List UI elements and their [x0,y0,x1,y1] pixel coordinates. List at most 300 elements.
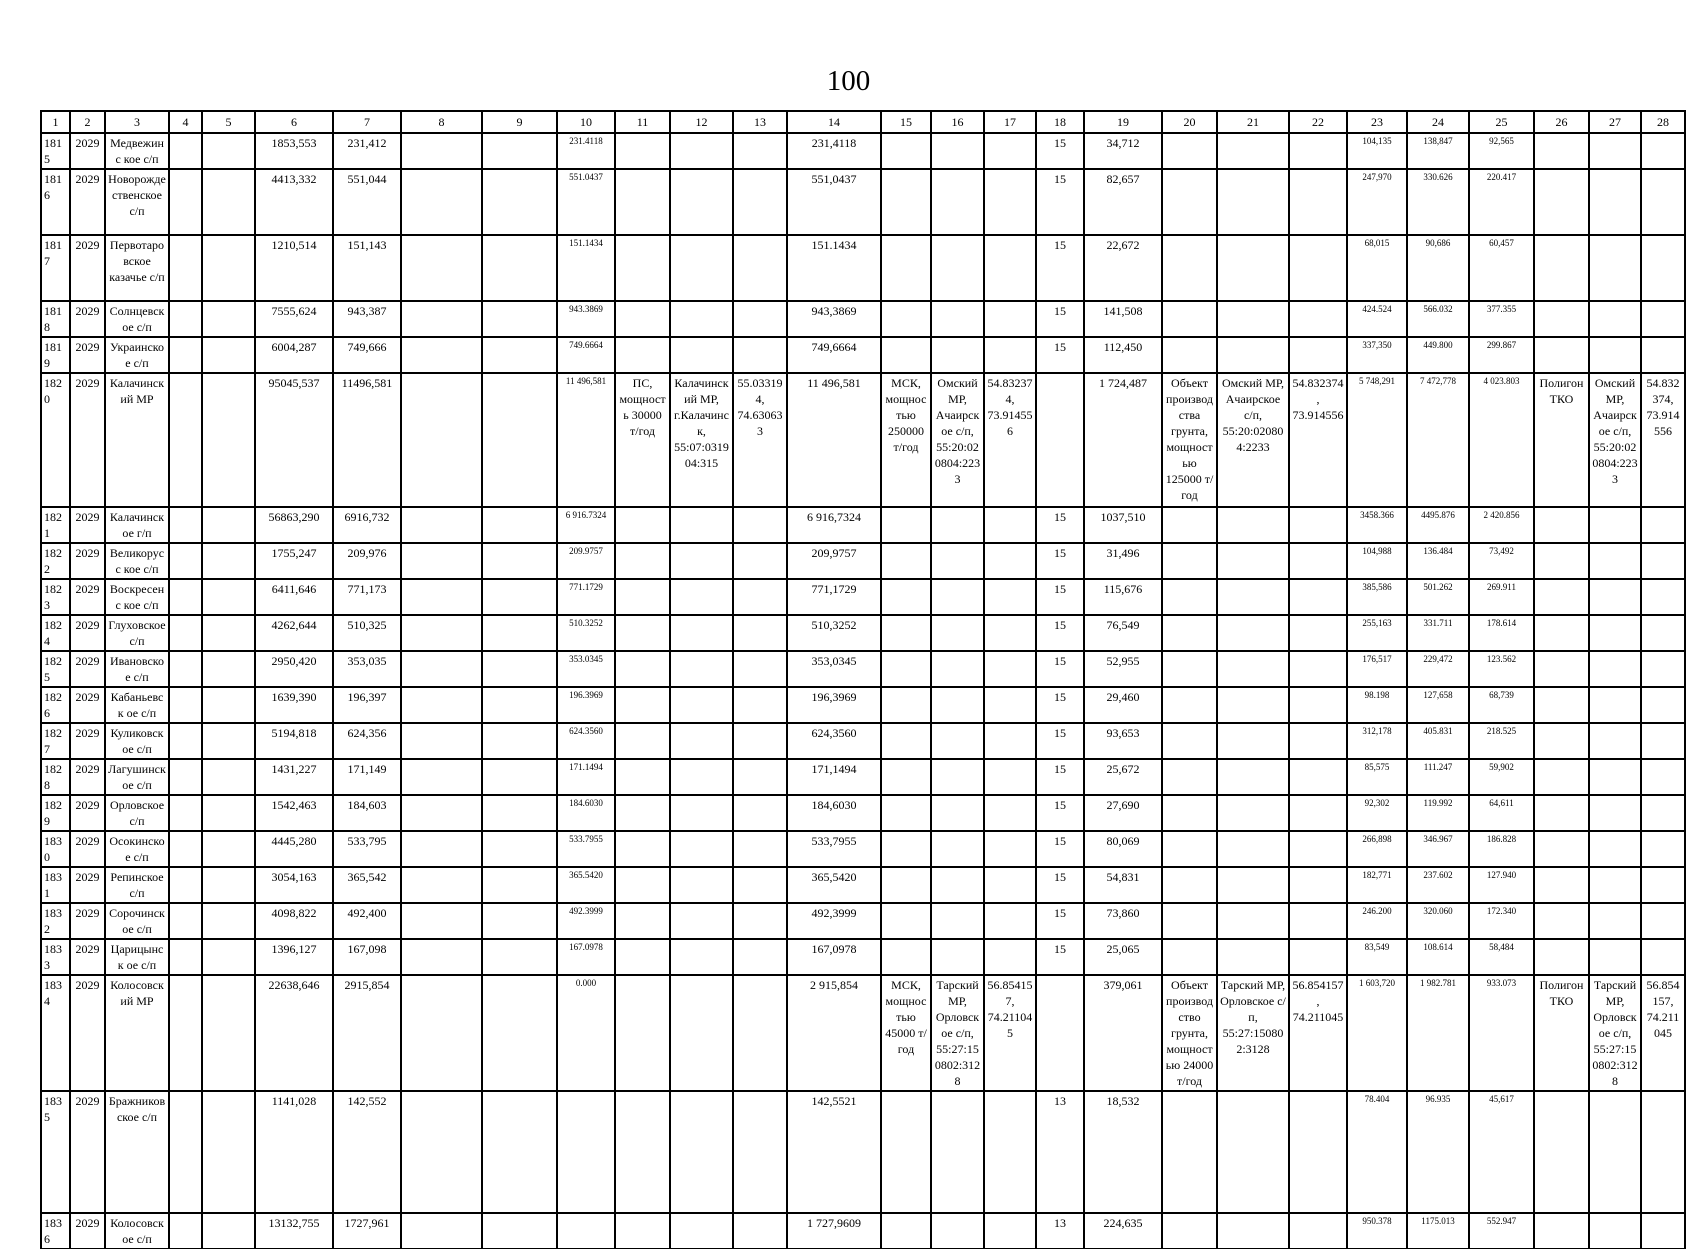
table-cell [670,975,733,1091]
table-cell: МСК, мощнос тью 45000 т/год [881,975,931,1091]
table-cell: 1815 [41,133,70,169]
table-cell [401,975,482,1091]
table-cell [733,687,787,723]
table-cell [202,337,255,373]
table-cell: 56.854 157, 74.211 045 [1641,975,1685,1091]
table-cell [733,235,787,301]
table-cell: Великорусс кое с/п [105,543,169,579]
table-cell [169,301,202,337]
table-cell: 771,1729 [787,579,881,615]
table-cell [1589,579,1641,615]
column-header: 2 [70,111,105,133]
table-cell: 209,976 [333,543,401,579]
table-cell [401,301,482,337]
table-cell: 95045,537 [255,373,333,507]
table-cell: 237.602 [1407,867,1469,903]
table-cell: 82,657 [1084,169,1162,235]
table-cell [401,507,482,543]
table-cell [670,723,733,759]
table-cell [557,1091,615,1213]
table-cell: 1829 [41,795,70,831]
table-cell: Калачинск ий МР [105,373,169,507]
table-cell: 353,035 [333,651,401,687]
table-cell: 209.9757 [557,543,615,579]
table-cell: 85,575 [1347,759,1407,795]
table-cell [401,867,482,903]
table-cell [1036,373,1084,507]
table-cell: 34,712 [1084,133,1162,169]
table-cell [1589,939,1641,975]
table-cell [169,543,202,579]
table-cell: 231.4118 [557,133,615,169]
table-cell [984,337,1036,373]
table-cell: 2029 [70,867,105,903]
table-cell: 15 [1036,867,1084,903]
table-cell [202,373,255,507]
table-cell [1641,795,1685,831]
table-cell [401,795,482,831]
table-cell: 337,350 [1347,337,1407,373]
table-cell [482,337,557,373]
table-cell: 510.3252 [557,615,615,651]
table-cell [1534,337,1589,373]
table-cell [401,337,482,373]
table-cell [169,759,202,795]
table-cell [1589,723,1641,759]
table-cell: 13 [1036,1091,1084,1213]
table-cell [881,651,931,687]
table-cell [931,235,984,301]
table-cell [984,1091,1036,1213]
table-cell: 365.5420 [557,867,615,903]
table-cell [1289,337,1347,373]
table-cell: 58,484 [1469,939,1534,975]
table-cell [1162,759,1217,795]
table-cell [984,543,1036,579]
table-cell: 11 496,581 [557,373,615,507]
table-cell: Глуховское с/п [105,615,169,651]
table-cell [1534,651,1589,687]
table-cell: 218.525 [1469,723,1534,759]
table-cell: 182,771 [1347,867,1407,903]
table-cell [401,759,482,795]
table-cell: 119.992 [1407,795,1469,831]
table-cell: Колосовск ое с/п [105,1213,169,1249]
table-cell [931,301,984,337]
table-cell [1589,651,1641,687]
table-row [41,337,1685,373]
table-cell [1289,133,1347,169]
table-cell [1217,169,1289,235]
table-cell [482,903,557,939]
table-cell: Полигон ТКО [1534,373,1589,507]
table-cell [615,579,670,615]
table-cell [1641,867,1685,903]
table-row [41,867,1685,903]
table-cell [881,543,931,579]
column-header: 25 [1469,111,1534,133]
table-cell [733,543,787,579]
table-cell: 123.562 [1469,651,1534,687]
table-cell: Объект производ ство грунта, мощност ью 24000 т/год [1162,975,1217,1091]
table-cell [881,337,931,373]
table-cell [482,867,557,903]
table-cell: 4262,644 [255,615,333,651]
table-cell: Куликовск ое с/п [105,723,169,759]
table-cell: 1821 [41,507,70,543]
table-cell [931,543,984,579]
table-cell: Тарский МР, Орловск ое с/п, 55:27:15 0802:312 8 [1589,975,1641,1091]
table-cell [482,975,557,1091]
table-cell [615,507,670,543]
table-cell: 45,617 [1469,1091,1534,1213]
table-cell [401,579,482,615]
table-cell [670,795,733,831]
table-cell [670,831,733,867]
table-cell: 552.947 [1469,1213,1534,1249]
table-cell [169,975,202,1091]
table-cell [169,133,202,169]
table-cell [670,759,733,795]
table-cell: 142,5521 [787,1091,881,1213]
table-cell [202,133,255,169]
table-cell [1217,615,1289,651]
table-cell: 2915,854 [333,975,401,1091]
table-cell: 15 [1036,337,1084,373]
table-cell [1641,543,1685,579]
table-cell [881,507,931,543]
table-cell [1641,169,1685,235]
table-cell: 92,302 [1347,795,1407,831]
table-cell [881,1213,931,1249]
table-cell [401,235,482,301]
table-cell [615,133,670,169]
table-row [41,975,1685,1091]
table-cell: 83,549 [1347,939,1407,975]
table-cell: 15 [1036,939,1084,975]
table-cell: 22638,646 [255,975,333,1091]
table-cell [401,1213,482,1249]
table-cell: 1 727,9609 [787,1213,881,1249]
table-cell [984,939,1036,975]
table-cell: 2029 [70,723,105,759]
table-cell: 1141,028 [255,1091,333,1213]
table-cell [482,579,557,615]
column-header: 11 [615,111,670,133]
table-cell [670,543,733,579]
table-cell: 15 [1036,723,1084,759]
table-cell: 2950,420 [255,651,333,687]
table-row [41,615,1685,651]
table-cell [401,687,482,723]
table-cell: 15 [1036,795,1084,831]
table-cell [482,615,557,651]
table-cell [1162,615,1217,651]
table-cell [881,795,931,831]
table-cell: 15 [1036,831,1084,867]
table-cell: 510,3252 [787,615,881,651]
table-cell: 1639,390 [255,687,333,723]
table-cell [1641,723,1685,759]
table-cell: 1210,514 [255,235,333,301]
table-cell [1534,579,1589,615]
table-row [41,169,1685,235]
table-cell [1289,1213,1347,1249]
table-row [41,687,1685,723]
table-cell [984,651,1036,687]
table-cell: 59,902 [1469,759,1534,795]
table-cell [1534,939,1589,975]
table-cell: 68,739 [1469,687,1534,723]
table-cell: 771.1729 [557,579,615,615]
table-cell [1289,903,1347,939]
table-cell: 138,847 [1407,133,1469,169]
table-cell: 196,397 [333,687,401,723]
table-cell: 25,672 [1084,759,1162,795]
table-cell: 142,552 [333,1091,401,1213]
table-cell [1217,831,1289,867]
table-cell [733,903,787,939]
table-cell: 196.3969 [557,687,615,723]
table-cell [670,133,733,169]
table-cell [670,1091,733,1213]
table-cell [733,301,787,337]
column-header: 3 [105,111,169,133]
table-cell: 2029 [70,795,105,831]
table-cell: Калачинск ий МР, г.Калачинс к, 55:07:0319 04:315 [670,373,733,507]
table-cell: 533,7955 [787,831,881,867]
table-cell [1534,543,1589,579]
table-cell [615,543,670,579]
table-cell [1641,579,1685,615]
table-cell: 151,143 [333,235,401,301]
table-cell: 943.3869 [557,301,615,337]
table-cell [1641,687,1685,723]
table-cell: 151.1434 [557,235,615,301]
table-cell [401,543,482,579]
table-cell: 76,549 [1084,615,1162,651]
table-cell [1162,1213,1217,1249]
table-row [41,903,1685,939]
table-cell: 1831 [41,867,70,903]
table-cell: 229,472 [1407,651,1469,687]
table-cell [482,795,557,831]
table-cell [1217,507,1289,543]
table-cell [1589,235,1641,301]
table-cell [202,939,255,975]
table-cell: Тарский МР, Орловск ое с/п, 55:27:15 0802:312 8 [931,975,984,1091]
table-cell [1162,867,1217,903]
table-cell: 1820 [41,373,70,507]
table-cell: 54.832 374, 73.914 556 [1641,373,1685,507]
table-cell [670,235,733,301]
table-cell: 0.000 [557,975,615,1091]
table-cell: 80,069 [1084,831,1162,867]
table-cell: 4 023.803 [1469,373,1534,507]
table-cell [1289,235,1347,301]
table-cell [169,373,202,507]
table-cell: 6 916,7324 [787,507,881,543]
table-cell [1534,235,1589,301]
table-cell [1162,301,1217,337]
table-cell [1534,759,1589,795]
table-cell: 2029 [70,1091,105,1213]
table-cell: 1832 [41,903,70,939]
table-cell [670,939,733,975]
table-cell [1289,687,1347,723]
table-cell [1534,903,1589,939]
table-cell: 68,015 [1347,235,1407,301]
table-cell [931,867,984,903]
table-cell [1289,831,1347,867]
table-cell [1589,133,1641,169]
table-cell: 2029 [70,687,105,723]
table-cell: 492,400 [333,903,401,939]
table-row [41,373,1685,507]
table-cell [931,169,984,235]
table-row [41,795,1685,831]
table-cell: 111.247 [1407,759,1469,795]
table-cell: 492,3999 [787,903,881,939]
table-cell: Омский МР, Ачаирск ое с/п, 55:20:02 0804:223 3 [931,373,984,507]
table-cell: Лагушинск ое с/п [105,759,169,795]
table-cell [1589,759,1641,795]
table-cell [1289,795,1347,831]
table-cell: Омский МР, Ачаирское с/п, 55:20:02080 4:2233 [1217,373,1289,507]
table-cell: 269.911 [1469,579,1534,615]
table-cell [169,579,202,615]
table-cell [1289,651,1347,687]
table-cell: 15 [1036,651,1084,687]
table-cell [401,373,482,507]
table-cell: Колосовск ий МР [105,975,169,1091]
table-cell [1162,169,1217,235]
table-cell [1641,831,1685,867]
table-cell: 624,356 [333,723,401,759]
table-cell: 933.073 [1469,975,1534,1091]
table-cell [169,687,202,723]
table-cell: 96.935 [1407,1091,1469,1213]
table-cell [615,795,670,831]
table-cell [202,235,255,301]
table-cell [202,169,255,235]
table-cell [1217,651,1289,687]
table-cell [984,831,1036,867]
column-header: 17 [984,111,1036,133]
table-cell [401,1091,482,1213]
table-cell: 1828 [41,759,70,795]
table-cell [881,169,931,235]
table-cell: 224,635 [1084,1213,1162,1249]
table-cell: 18,532 [1084,1091,1162,1213]
table-cell: 15 [1036,133,1084,169]
table-cell [615,615,670,651]
table-cell [202,651,255,687]
table-cell: 220.417 [1469,169,1534,235]
table-cell: 1827 [41,723,70,759]
table-cell: 115,676 [1084,579,1162,615]
table-cell: 624,3560 [787,723,881,759]
column-header: 10 [557,111,615,133]
table-cell [733,615,787,651]
table-cell [670,615,733,651]
table-cell [1289,759,1347,795]
table-cell [984,615,1036,651]
table-cell [1162,337,1217,373]
table-cell: 15 [1036,507,1084,543]
column-header: 1 [41,111,70,133]
table-cell [1534,1213,1589,1249]
table-cell [1289,301,1347,337]
table-cell [1534,723,1589,759]
table-cell [615,759,670,795]
table-cell [482,1091,557,1213]
table-cell: 29,460 [1084,687,1162,723]
table-cell: 151.1434 [787,235,881,301]
table-cell: 104,988 [1347,543,1407,579]
table-cell [931,651,984,687]
table-cell [1589,867,1641,903]
table-cell [1162,939,1217,975]
table-cell: 365,542 [333,867,401,903]
table-cell [1217,759,1289,795]
table-cell [1534,795,1589,831]
table-cell [1289,867,1347,903]
table-cell [733,867,787,903]
table-cell: 1431,227 [255,759,333,795]
table-cell [931,939,984,975]
table-cell [931,795,984,831]
table-cell [1534,1091,1589,1213]
table-cell [1162,687,1217,723]
table-cell [931,723,984,759]
table-cell: 172.340 [1469,903,1534,939]
table-cell [931,579,984,615]
table-cell [1534,507,1589,543]
table-cell [984,301,1036,337]
table-cell [733,337,787,373]
table-cell: Калачинск ое г/п [105,507,169,543]
table-cell [615,651,670,687]
table-cell: Полигон ТКО [1534,975,1589,1091]
table-cell: 3054,163 [255,867,333,903]
table-row [41,579,1685,615]
column-header: 6 [255,111,333,133]
table-cell [1036,975,1084,1091]
table-cell [482,373,557,507]
table-cell [615,975,670,1091]
table-cell [1641,903,1685,939]
table-cell: 15 [1036,687,1084,723]
table-cell [1162,507,1217,543]
table-cell [881,903,931,939]
table-cell: 1542,463 [255,795,333,831]
table-cell [1217,301,1289,337]
table-cell [482,133,557,169]
table-cell: 5 748,291 [1347,373,1407,507]
table-cell [482,235,557,301]
table-cell [1641,337,1685,373]
table-cell: Ивановско е с/п [105,651,169,687]
table-cell: 127,658 [1407,687,1469,723]
table-cell [1641,301,1685,337]
table-cell [733,169,787,235]
table-cell [615,337,670,373]
table-cell [482,651,557,687]
table-cell: 231,412 [333,133,401,169]
table-cell: 2 420.856 [1469,507,1534,543]
table-cell [1162,1091,1217,1213]
